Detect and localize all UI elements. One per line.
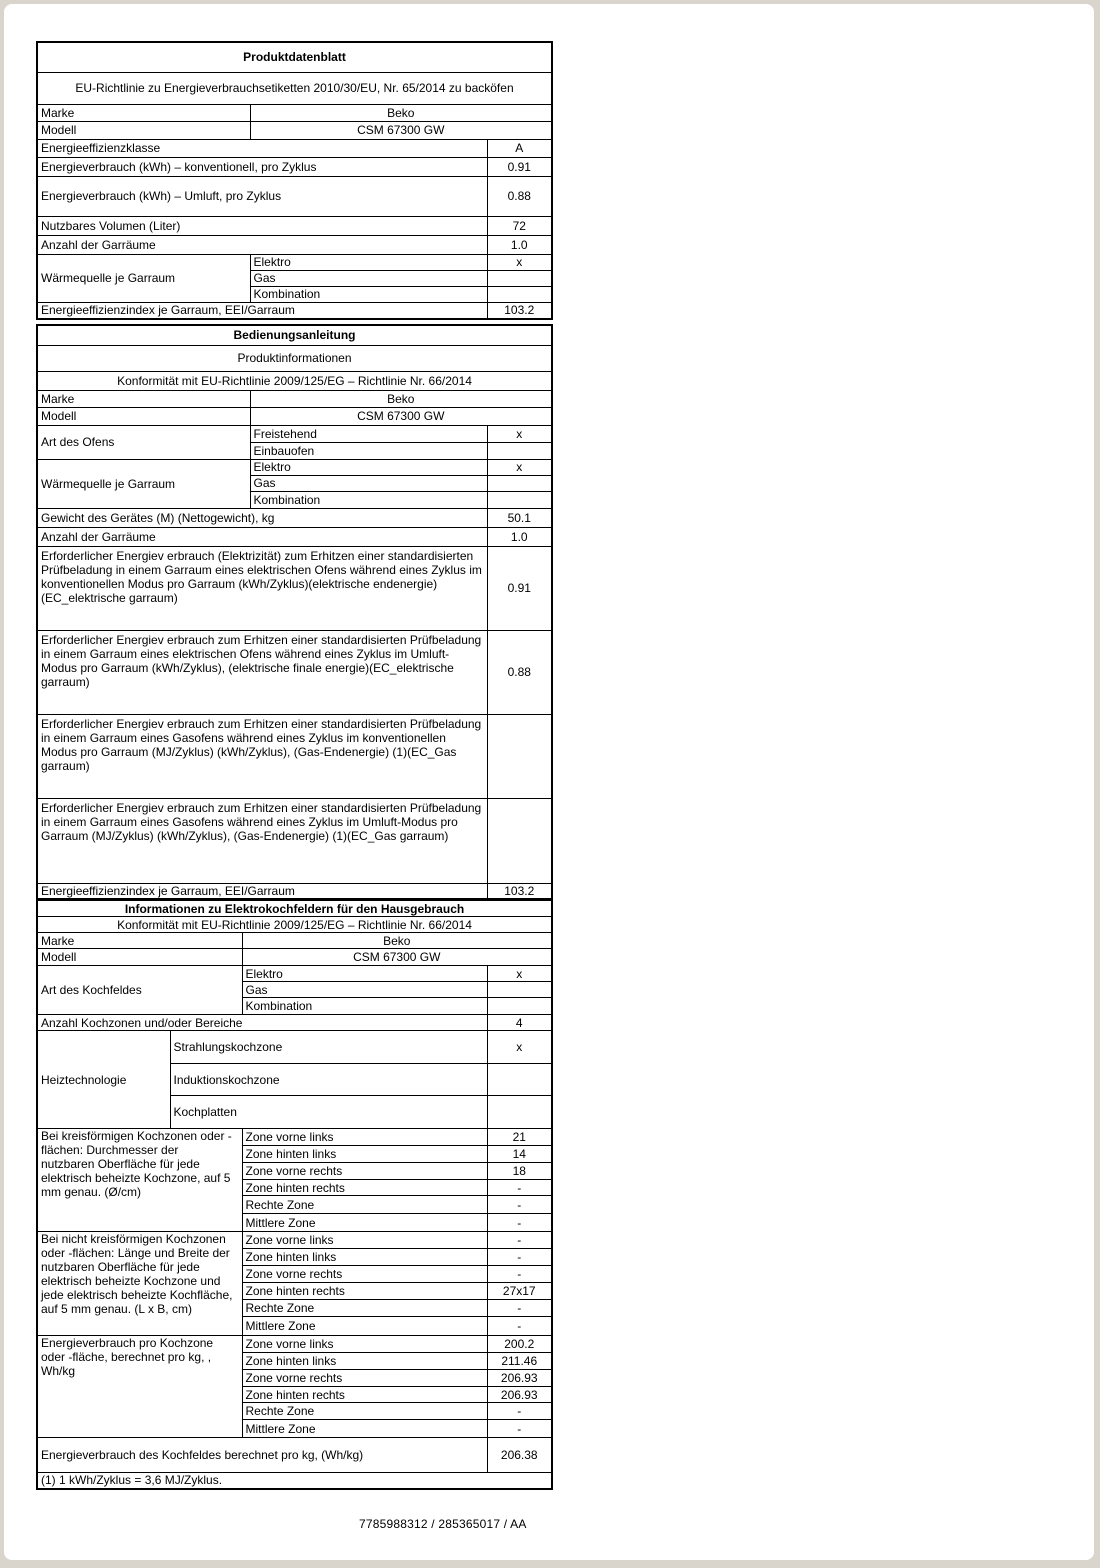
- product-fiche-table: [36, 41, 553, 320]
- per-zone-name: Zone vorne rechts: [242, 1370, 487, 1387]
- round-zone-value: -: [487, 1214, 552, 1232]
- oven-type-label: Art des Ofens: [37, 425, 250, 459]
- consumption-conventional-value: 0.91: [487, 157, 552, 176]
- per-zone-value: 200.2: [487, 1336, 552, 1353]
- nonround-zone-value: -: [487, 1249, 552, 1266]
- hob-electric-mark: x: [487, 966, 552, 982]
- eei-label: Energieeffizienzindex je Garraum, EEI/Garraum: [37, 883, 487, 899]
- brand-label: Marke: [37, 933, 242, 949]
- eei-value: 103.2: [487, 883, 552, 899]
- round-zone-value: 18: [487, 1163, 552, 1180]
- nonround-zone-name: Mittlere Zone: [242, 1317, 487, 1336]
- consumption-fan-label: Energieverbrauch (kWh) – Umluft, pro Zyklus: [37, 176, 487, 216]
- product-info-subtitle: Produktinformationen: [37, 345, 552, 371]
- oven-information-table: [36, 324, 553, 900]
- per-zone-name: Mittlere Zone: [242, 1420, 487, 1438]
- heating-technology-label: Heiztechnologie: [37, 1031, 170, 1129]
- oven-type-builtin: Einbauofen: [250, 442, 487, 459]
- per-zone-value: 206.93: [487, 1370, 552, 1387]
- document-code: 7785988312 / 285365017 / AA: [359, 1517, 527, 1531]
- per-zone-name: Zone hinten rechts: [242, 1387, 487, 1403]
- model-label: Modell: [37, 121, 250, 139]
- per-zone-name: Zone vorne links: [242, 1336, 487, 1353]
- nonround-zones-label: Bei nicht kreisförmigen Kochzonen oder -flächen: Länge und Breite der nutzbaren Oberfläche für jede elektrisch beheizte Kochzone und jede elektrisch beheizte Kochfläche, auf 5 mm genau. (L x B, cm): [37, 1232, 242, 1336]
- ec-electric-fan-label: Erforderlicher Energiev erbrauch zum Erhitzen einer standardisierten Prüfbeladung in einem Garraum eines elektrischen Ofens während eines Zyklus im Umluft-Modus pro Garraum (kWh/Zyklus), (elektrische finale energie)(EC_elektrische garraum): [37, 630, 487, 714]
- round-zone-value: -: [487, 1180, 552, 1196]
- per-zone-value: 206.93: [487, 1387, 552, 1403]
- heat-electric: Elektro: [250, 254, 487, 270]
- per-zone-name: Zone hinten links: [242, 1353, 487, 1370]
- tech-induction-mark: [487, 1064, 552, 1096]
- hob-total-consumption-value: 206.38: [487, 1438, 552, 1473]
- per-zone-value: 211.46: [487, 1353, 552, 1370]
- weight-label: Gewicht des Gerätes (M) (Nettogewicht), kg: [37, 508, 487, 527]
- nonround-zone-value: -: [487, 1266, 552, 1283]
- round-zone-name: Zone vorne rechts: [242, 1163, 487, 1180]
- hob-combination: Kombination: [242, 998, 487, 1015]
- heat-combination: Kombination: [250, 491, 487, 508]
- brand-value: Beko: [250, 390, 552, 407]
- heat-electric-mark: x: [487, 459, 552, 475]
- cavities-value: 1.0: [487, 527, 552, 546]
- hob-gas: Gas: [242, 982, 487, 998]
- eei-value: 103.2: [487, 302, 552, 319]
- round-zone-name: Zone hinten links: [242, 1146, 487, 1163]
- per-zone-consumption-label: Energieverbrauch pro Kochzone oder -fläche, berechnet pro kg, , Wh/kg: [37, 1336, 242, 1438]
- manual-title: Bedienungsanleitung: [37, 325, 552, 345]
- efficiency-class-label: Energieeffizienzklasse: [37, 139, 487, 157]
- nonround-zone-name: Zone vorne links: [242, 1232, 487, 1249]
- eei-label: Energieeffizienzindex je Garraum, EEI/Garraum: [37, 302, 487, 319]
- round-zone-name: Mittlere Zone: [242, 1214, 487, 1232]
- oven-directive: Konformität mit EU-Richtlinie 2009/125/EG – Richtlinie Nr. 66/2014: [37, 371, 552, 390]
- heat-gas-mark: [487, 475, 552, 491]
- nonround-zone-value: -: [487, 1317, 552, 1336]
- nonround-zone-value: -: [487, 1300, 552, 1317]
- model-label: Modell: [37, 949, 242, 966]
- zones-count-value: 4: [487, 1015, 552, 1031]
- round-zones-label: Bei kreisförmigen Kochzonen oder -flächen: Durchmesser der nutzbaren Oberfläche für jede elektrisch beheizte Kochzone, auf 5 mm genau. (Ø/cm): [37, 1129, 242, 1232]
- heat-combination: Kombination: [250, 286, 487, 302]
- heat-source-label: Wärmequelle je Garraum: [37, 254, 250, 302]
- page-background: [4, 4, 1094, 1560]
- round-zone-name: Zone hinten rechts: [242, 1180, 487, 1196]
- consumption-conventional-label: Energieverbrauch (kWh) – konventionell, pro Zyklus: [37, 157, 487, 176]
- volume-label: Nutzbares Volumen (Liter): [37, 216, 487, 235]
- tech-induction: Induktionskochzone: [170, 1064, 487, 1096]
- heat-combination-mark: [487, 286, 552, 302]
- ec-gas-fan-value: [487, 798, 552, 883]
- ec-electric-conventional-value: 0.91: [487, 546, 552, 630]
- nonround-zone-value: -: [487, 1232, 552, 1249]
- round-zone-name: Zone vorne links: [242, 1129, 487, 1146]
- per-zone-value: -: [487, 1403, 552, 1420]
- nonround-zone-name: Zone hinten links: [242, 1249, 487, 1266]
- tech-radiant-mark: x: [487, 1031, 552, 1064]
- heat-gas-mark: [487, 270, 552, 286]
- hob-type-label: Art des Kochfeldes: [37, 966, 242, 1015]
- round-zone-value: -: [487, 1196, 552, 1214]
- heat-gas: Gas: [250, 270, 487, 286]
- nonround-zone-name: Rechte Zone: [242, 1300, 487, 1317]
- model-value: CSM 67300 GW: [242, 949, 552, 966]
- zones-count-label: Anzahl Kochzonen und/oder Bereiche: [37, 1015, 487, 1031]
- fiche-directive: EU-Richtlinie zu Energieverbrauchsetiketten 2010/30/EU, Nr. 65/2014 zu backöfen: [37, 72, 552, 104]
- ec-electric-fan-value: 0.88: [487, 630, 552, 714]
- ec-gas-conventional-label: Erforderlicher Energiev erbrauch zum Erhitzen einer standardisierten Prüfbeladung in einem Garraum eines Gasofens während eines Zyklus im konventionellen Modus pro Garraum (MJ/Zyklus) (kWh/Zyklus), (Gas-Endenergie) (1)(EC_Gas garraum): [37, 714, 487, 798]
- ec-electric-conventional-label: Erforderlicher Energiev erbrauch (Elektrizität) zum Erhitzen einer standardisierten Prüfbeladung in einem Garraum eines elektrischen Ofens während eines Zyklus im konventionellen Modus pro Garraum (kWh/Zyklus)(elektrische endenergie)(EC_elektrische garraum): [37, 546, 487, 630]
- round-zone-value: 14: [487, 1146, 552, 1163]
- oven-type-freestanding: Freistehend: [250, 425, 487, 442]
- round-zone-name: Rechte Zone: [242, 1196, 487, 1214]
- brand-label: Marke: [37, 390, 250, 407]
- hob-total-consumption-label: Energieverbrauch des Kochfeldes berechnet pro kg, (Wh/kg): [37, 1438, 487, 1473]
- tech-plates: Kochplatten: [170, 1096, 487, 1129]
- per-zone-name: Rechte Zone: [242, 1403, 487, 1420]
- tech-plates-mark: [487, 1096, 552, 1129]
- product-data-sheet: [36, 41, 551, 1490]
- consumption-fan-value: 0.88: [487, 176, 552, 216]
- builtin-mark: [487, 442, 552, 459]
- cavities-value: 1.0: [487, 235, 552, 254]
- heat-source-label: Wärmequelle je Garraum: [37, 459, 250, 508]
- model-label: Modell: [37, 407, 250, 425]
- volume-value: 72: [487, 216, 552, 235]
- fiche-title: Produktdatenblatt: [37, 42, 552, 72]
- brand-label: Marke: [37, 104, 250, 121]
- nonround-zone-value: 27x17: [487, 1283, 552, 1300]
- hob-electric: Elektro: [242, 966, 487, 982]
- nonround-zone-name: Zone hinten rechts: [242, 1283, 487, 1300]
- per-zone-value: -: [487, 1420, 552, 1438]
- heat-electric: Elektro: [250, 459, 487, 475]
- heat-electric-mark: x: [487, 254, 552, 270]
- hob-information-table: [36, 900, 553, 1490]
- model-value: CSM 67300 GW: [250, 121, 552, 139]
- cavities-label: Anzahl der Garräume: [37, 527, 487, 546]
- ec-gas-conventional-value: [487, 714, 552, 798]
- tech-radiant: Strahlungskochzone: [170, 1031, 487, 1064]
- hob-title: Informationen zu Elektrokochfeldern für den Hausgebrauch: [37, 901, 552, 917]
- efficiency-class-value: A: [487, 139, 552, 157]
- model-value: CSM 67300 GW: [250, 407, 552, 425]
- freestanding-mark: x: [487, 425, 552, 442]
- ec-gas-fan-label: Erforderlicher Energiev erbrauch zum Erhitzen einer standardisierten Prüfbeladung in einem Garraum eines Gasofens während eines Zyklus im Umluft-Modus pro Garraum (MJ/Zyklus) (kWh/Zyklus), (Gas-Endenergie) (1)(EC_Gas garraum): [37, 798, 487, 883]
- cavities-label: Anzahl der Garräume: [37, 235, 487, 254]
- hob-combination-mark: [487, 998, 552, 1015]
- heat-gas: Gas: [250, 475, 487, 491]
- hob-directive: Konformität mit EU-Richtlinie 2009/125/EG – Richtlinie Nr. 66/2014: [37, 917, 552, 933]
- round-zone-value: 21: [487, 1129, 552, 1146]
- brand-value: Beko: [250, 104, 552, 121]
- nonround-zone-name: Zone vorne rechts: [242, 1266, 487, 1283]
- footnote: (1) 1 kWh/Zyklus = 3,6 MJ/Zyklus.: [37, 1473, 552, 1489]
- weight-value: 50.1: [487, 508, 552, 527]
- hob-gas-mark: [487, 982, 552, 998]
- brand-value: Beko: [242, 933, 552, 949]
- heat-combination-mark: [487, 491, 552, 508]
